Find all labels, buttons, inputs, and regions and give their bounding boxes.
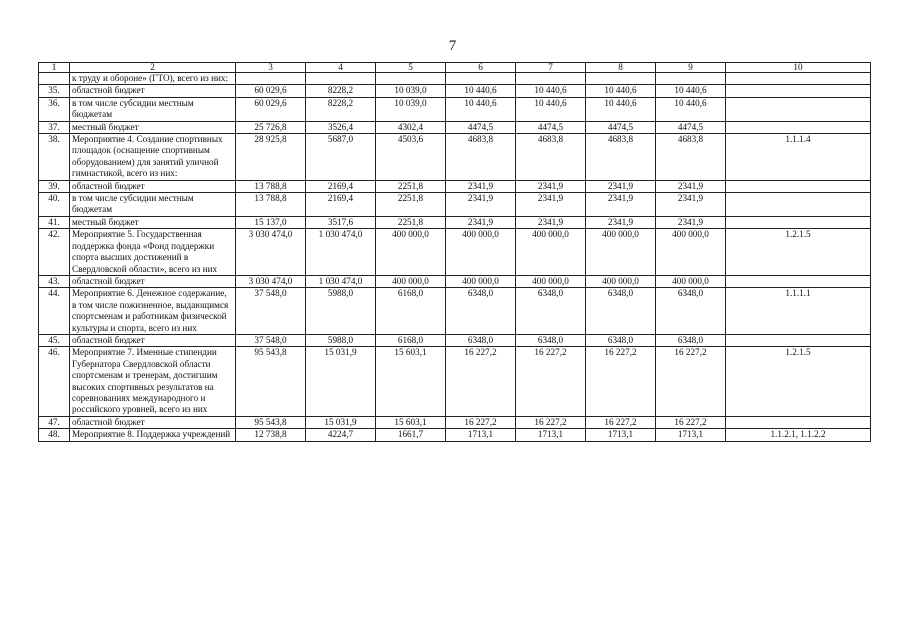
column-header: 1 xyxy=(39,63,70,73)
table-row xyxy=(39,97,871,121)
value-cell: 6348,0 xyxy=(516,334,586,346)
item-name-cell: в том числе субсидии местным бюджетам xyxy=(70,193,236,217)
table-row xyxy=(39,347,871,416)
value-cell: 400 000,0 xyxy=(516,275,586,287)
table-row xyxy=(39,334,871,346)
value-cell: 16 227,2 xyxy=(446,416,516,428)
value-cell: 6348,0 xyxy=(446,334,516,346)
value-cell: 16 227,2 xyxy=(656,347,726,416)
target-code-cell: 1.2.1.5 xyxy=(726,229,871,276)
value-cell: 4503,6 xyxy=(376,134,446,181)
value-cell: 6348,0 xyxy=(446,288,516,335)
column-header: 10 xyxy=(726,63,871,73)
target-code-cell: 1.1.1.4 xyxy=(726,134,871,181)
row-number-cell: 39. xyxy=(39,180,70,192)
target-code-cell xyxy=(726,180,871,192)
value-cell: 3 030 474,0 xyxy=(236,229,306,276)
column-header: 4 xyxy=(306,63,376,73)
budget-table xyxy=(38,62,871,442)
budget-table-body xyxy=(39,63,871,442)
item-name-cell: к труду и обороне» (ГТО), всего из них: xyxy=(70,73,236,85)
column-header: 6 xyxy=(446,63,516,73)
target-code-cell xyxy=(726,85,871,97)
value-cell: 400 000,0 xyxy=(516,229,586,276)
table-row xyxy=(39,429,871,441)
value-cell: 400 000,0 xyxy=(376,229,446,276)
value-cell: 10 440,6 xyxy=(446,97,516,121)
item-name-cell: в том числе субсидии местным бюджетам xyxy=(70,97,236,121)
value-cell xyxy=(656,73,726,85)
item-name-cell: областной бюджет xyxy=(70,334,236,346)
value-cell: 5988,0 xyxy=(306,288,376,335)
item-name-cell: Мероприятие 7. Именные стипендии Губернатора Свердловской области спортсменам и тренерам, достигшим высоких спортивных результатов на соревнованиях международного и российского уровней, всего из них xyxy=(70,347,236,416)
value-cell: 400 000,0 xyxy=(446,229,516,276)
value-cell: 95 543,8 xyxy=(236,347,306,416)
column-header: 7 xyxy=(516,63,586,73)
value-cell: 10 440,6 xyxy=(516,97,586,121)
item-name-cell: местный бюджет xyxy=(70,121,236,133)
table-row xyxy=(39,229,871,276)
value-cell: 4474,5 xyxy=(446,121,516,133)
row-number-cell: 46. xyxy=(39,347,70,416)
value-cell: 400 000,0 xyxy=(586,229,656,276)
value-cell: 6348,0 xyxy=(586,334,656,346)
target-code-cell xyxy=(726,193,871,217)
value-cell: 5988,0 xyxy=(306,334,376,346)
row-number-cell: 48. xyxy=(39,429,70,441)
target-code-cell xyxy=(726,97,871,121)
row-number-cell: 47. xyxy=(39,416,70,428)
value-cell: 10 440,6 xyxy=(656,85,726,97)
value-cell: 10 440,6 xyxy=(446,85,516,97)
value-cell: 6168,0 xyxy=(376,288,446,335)
value-cell: 4683,8 xyxy=(446,134,516,181)
value-cell: 15 137,0 xyxy=(236,216,306,228)
value-cell: 5687,0 xyxy=(306,134,376,181)
value-cell: 4474,5 xyxy=(656,121,726,133)
item-name-cell: областной бюджет xyxy=(70,275,236,287)
value-cell: 16 227,2 xyxy=(516,347,586,416)
value-cell: 3517,6 xyxy=(306,216,376,228)
value-cell: 15 603,1 xyxy=(376,347,446,416)
value-cell: 16 227,2 xyxy=(516,416,586,428)
column-header: 8 xyxy=(586,63,656,73)
row-number-cell: 42. xyxy=(39,229,70,276)
value-cell: 4683,8 xyxy=(516,134,586,181)
value-cell: 2341,9 xyxy=(586,180,656,192)
value-cell xyxy=(236,73,306,85)
table-row xyxy=(39,275,871,287)
value-cell: 400 000,0 xyxy=(656,275,726,287)
value-cell: 25 726,8 xyxy=(236,121,306,133)
table-row xyxy=(39,288,871,335)
value-cell: 13 788,8 xyxy=(236,193,306,217)
column-header: 9 xyxy=(656,63,726,73)
value-cell: 15 603,1 xyxy=(376,416,446,428)
value-cell: 1713,1 xyxy=(446,429,516,441)
target-code-cell xyxy=(726,216,871,228)
value-cell: 16 227,2 xyxy=(586,347,656,416)
value-cell: 6168,0 xyxy=(376,334,446,346)
item-name-cell: областной бюджет xyxy=(70,180,236,192)
value-cell: 4683,8 xyxy=(586,134,656,181)
column-header: 2 xyxy=(70,63,236,73)
column-header: 5 xyxy=(376,63,446,73)
table-row xyxy=(39,193,871,217)
row-number-cell xyxy=(39,73,70,85)
value-cell: 400 000,0 xyxy=(656,229,726,276)
row-number-cell: 36. xyxy=(39,97,70,121)
table-row xyxy=(39,216,871,228)
value-cell: 2341,9 xyxy=(516,180,586,192)
value-cell: 4474,5 xyxy=(516,121,586,133)
value-cell: 2341,9 xyxy=(446,216,516,228)
value-cell: 4302,4 xyxy=(376,121,446,133)
value-cell xyxy=(446,73,516,85)
value-cell: 4224,7 xyxy=(306,429,376,441)
table-row xyxy=(39,121,871,133)
value-cell: 2169,4 xyxy=(306,180,376,192)
item-name-cell: Мероприятие 8. Поддержка учреждений xyxy=(70,429,236,441)
value-cell: 10 039,0 xyxy=(376,97,446,121)
value-cell: 4474,5 xyxy=(586,121,656,133)
table-row xyxy=(39,180,871,192)
value-cell xyxy=(516,73,586,85)
value-cell: 13 788,8 xyxy=(236,180,306,192)
row-number-cell: 45. xyxy=(39,334,70,346)
value-cell: 6348,0 xyxy=(656,334,726,346)
item-name-cell: Мероприятие 6. Денежное содержание, в том числе пожизненное, выдающимся спортсменам и работникам физической культуры и спорта, всего из них xyxy=(70,288,236,335)
value-cell: 6348,0 xyxy=(586,288,656,335)
value-cell: 12 738,8 xyxy=(236,429,306,441)
value-cell: 6348,0 xyxy=(516,288,586,335)
value-cell: 1 030 474,0 xyxy=(306,229,376,276)
row-number-cell: 35. xyxy=(39,85,70,97)
value-cell: 10 440,6 xyxy=(656,97,726,121)
row-number-cell: 43. xyxy=(39,275,70,287)
table-row xyxy=(39,85,871,97)
value-cell: 37 548,0 xyxy=(236,288,306,335)
value-cell: 1713,1 xyxy=(586,429,656,441)
value-cell: 2341,9 xyxy=(586,193,656,217)
value-cell: 2251,8 xyxy=(376,216,446,228)
page-number: 7 xyxy=(448,38,457,54)
value-cell: 6348,0 xyxy=(656,288,726,335)
item-name-cell: местный бюджет xyxy=(70,216,236,228)
value-cell: 2341,9 xyxy=(516,193,586,217)
table-row xyxy=(39,134,871,181)
target-code-cell: 1.2.1.5 xyxy=(726,347,871,416)
value-cell: 60 029,6 xyxy=(236,85,306,97)
row-number-cell: 44. xyxy=(39,288,70,335)
target-code-cell: 1.1.1.1 xyxy=(726,288,871,335)
value-cell: 2341,9 xyxy=(656,180,726,192)
target-code-cell xyxy=(726,416,871,428)
value-cell: 8228,2 xyxy=(306,97,376,121)
value-cell: 16 227,2 xyxy=(656,416,726,428)
value-cell: 2341,9 xyxy=(656,193,726,217)
target-code-cell xyxy=(726,121,871,133)
item-name-cell: Мероприятие 4. Создание спортивных площадок (оснащение спортивным оборудованием) для занятий уличной гимнастикой, всего из них: xyxy=(70,134,236,181)
row-number-cell: 37. xyxy=(39,121,70,133)
value-cell: 1661,7 xyxy=(376,429,446,441)
value-cell: 400 000,0 xyxy=(376,275,446,287)
value-cell: 8228,2 xyxy=(306,85,376,97)
table-row xyxy=(39,73,871,85)
column-header: 3 xyxy=(236,63,306,73)
column-number-row xyxy=(39,63,871,73)
value-cell: 3526,4 xyxy=(306,121,376,133)
value-cell: 10 039,0 xyxy=(376,85,446,97)
target-code-cell xyxy=(726,275,871,287)
value-cell: 10 440,6 xyxy=(586,85,656,97)
target-code-cell xyxy=(726,334,871,346)
value-cell: 95 543,8 xyxy=(236,416,306,428)
value-cell: 16 227,2 xyxy=(586,416,656,428)
value-cell: 2341,9 xyxy=(446,193,516,217)
value-cell: 15 031,9 xyxy=(306,416,376,428)
value-cell: 400 000,0 xyxy=(586,275,656,287)
value-cell: 3 030 474,0 xyxy=(236,275,306,287)
value-cell: 60 029,6 xyxy=(236,97,306,121)
value-cell: 400 000,0 xyxy=(446,275,516,287)
value-cell: 2341,9 xyxy=(516,216,586,228)
value-cell: 2341,9 xyxy=(656,216,726,228)
value-cell: 2341,9 xyxy=(446,180,516,192)
value-cell: 4683,8 xyxy=(656,134,726,181)
value-cell: 15 031,9 xyxy=(306,347,376,416)
value-cell: 37 548,0 xyxy=(236,334,306,346)
item-name-cell: Мероприятие 5. Государственная поддержка фонда «Фонд поддержки спорта высших достижений в Свердловской области», всего из них xyxy=(70,229,236,276)
value-cell: 2251,8 xyxy=(376,180,446,192)
value-cell: 1 030 474,0 xyxy=(306,275,376,287)
value-cell: 1713,1 xyxy=(516,429,586,441)
value-cell xyxy=(586,73,656,85)
row-number-cell: 40. xyxy=(39,193,70,217)
item-name-cell: областной бюджет xyxy=(70,416,236,428)
value-cell: 2169,4 xyxy=(306,193,376,217)
value-cell: 10 440,6 xyxy=(586,97,656,121)
value-cell: 16 227,2 xyxy=(446,347,516,416)
value-cell: 28 925,8 xyxy=(236,134,306,181)
value-cell: 10 440,6 xyxy=(516,85,586,97)
target-code-cell: 1.1.2.1, 1.1.2.2 xyxy=(726,429,871,441)
table-row xyxy=(39,416,871,428)
value-cell: 1713,1 xyxy=(656,429,726,441)
row-number-cell: 38. xyxy=(39,134,70,181)
value-cell: 2251,8 xyxy=(376,193,446,217)
value-cell: 2341,9 xyxy=(586,216,656,228)
item-name-cell: областной бюджет xyxy=(70,85,236,97)
value-cell xyxy=(306,73,376,85)
row-number-cell: 41. xyxy=(39,216,70,228)
value-cell xyxy=(376,73,446,85)
target-code-cell xyxy=(726,73,871,85)
